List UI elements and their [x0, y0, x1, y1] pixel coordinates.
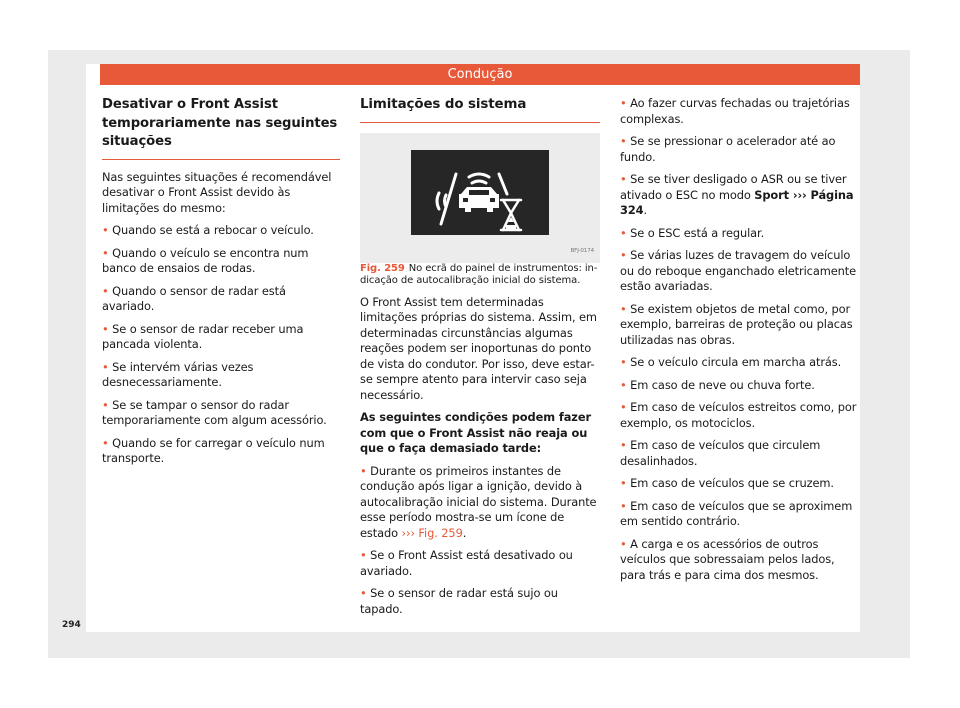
list-item: • Se várias luzes de travagem do veículo ou do reboque enganchado eletricamente estão avariadas.: [620, 248, 857, 293]
bullet-icon: •: [620, 377, 627, 392]
page-number: 294: [62, 620, 81, 630]
list-item: • Se se pressionar o acelerador até ao fundo.: [620, 134, 836, 164]
list-item: • Quando se for carregar o veículo num transporte.: [102, 435, 325, 465]
bullet-icon: •: [620, 248, 627, 262]
list-item: • Em caso de veículos estreitos como, por exemplo, os motociclos.: [620, 400, 857, 430]
limitations-paragraph: O Front Assist tem determinadas limitações próprias do sistema. Assim, em determinadas circunstâncias algumas reações podem ser inoportunas do ponto de vista do condutor. Por isso, deve estar-se sempre atento para intervir caso seja necessário.: [360, 294, 597, 402]
bullet-icon: •: [620, 355, 627, 369]
bullet-icon: •: [102, 245, 109, 260]
chapter-header: Condução: [100, 64, 860, 85]
figure-reference-link[interactable]: ››› Fig. 259: [401, 525, 463, 540]
bullet-icon: •: [620, 476, 627, 490]
column-1: [102, 96, 340, 474]
bullet-icon: •: [620, 438, 627, 452]
list-item: • Em caso de veículos que se aproximem em sentido contrário.: [620, 498, 853, 528]
bullet-icon: •: [620, 536, 627, 551]
list-item: • Se existem objetos de metal como, por exemplo, barreiras de proteção ou placas utilizadas nas obras.: [620, 301, 853, 347]
list-item: • Durante os primeiros instantes de condução após ligar a ignição, devido à autocalibração inicial do sistema. Durante esse período mostra-se um ícone de estado ››› Fig. 259.: [360, 463, 597, 540]
conditions-subhead: As seguintes condições podem fazer com que o Front Assist não reaja ou que o faça demasiado tarde:: [360, 410, 591, 455]
list-item: • Quando se está a rebocar o veículo.: [102, 223, 314, 237]
list-item: • Quando o sensor de radar está avariado.: [102, 283, 286, 313]
bullet-icon: •: [620, 96, 627, 110]
list-item: • A carga e os acessórios de outros veículos que sobressaiam pelos lados, para trás e para cima dos mesmos.: [620, 536, 835, 582]
list-item: • Se o veículo circula em marcha atrás.: [620, 355, 842, 369]
bullet-icon: •: [620, 134, 627, 148]
figure-label: Fig. 259: [360, 262, 405, 274]
list-item: • Se o Front Assist está desativado ou avariado.: [360, 548, 573, 578]
column-3: [620, 96, 860, 590]
front-assist-calibration-icon: [411, 150, 549, 235]
list-item: • Se o sensor de radar receber uma pancada violenta.: [102, 321, 304, 351]
instrument-panel-display: [411, 150, 549, 235]
bullet-icon: •: [620, 301, 627, 316]
bullet-icon: •: [360, 463, 367, 478]
list-item: • Se intervém várias vezes desnecessariamente.: [102, 359, 254, 389]
bullet-icon: •: [360, 586, 367, 600]
figure-259: [360, 133, 600, 263]
bullet-icon: •: [102, 359, 109, 374]
page-reference-link[interactable]: Sport ››› Página 324: [620, 187, 854, 217]
section-title-limitations: Limitações do sistema: [360, 96, 600, 123]
list-item: • Se se tampar o sensor do radar temporariamente com algum acessório.: [102, 397, 327, 427]
list-item: • Se se tiver desligado o ASR ou se tiver ativado o ESC no modo Sport ››› Página 324.: [620, 172, 854, 217]
bullet-icon: •: [360, 548, 367, 562]
bullet-icon: •: [620, 225, 627, 240]
bullet-icon: •: [620, 498, 627, 513]
figure-code: BFJ-0174: [570, 248, 594, 254]
bullet-icon: •: [102, 321, 109, 336]
list-item: • Se o sensor de radar está sujo ou tapado.: [360, 586, 558, 616]
list-item: • Em caso de veículos que se cruzem.: [620, 476, 834, 490]
intro-paragraph: Nas seguintes situações é recomendável desativar o Front Assist devido às limitações do mesmo:: [102, 169, 332, 215]
list-item: • Se o ESC está a regular.: [620, 225, 765, 240]
column-2: [360, 96, 600, 624]
list-item: • Em caso de neve ou chuva forte.: [620, 377, 815, 392]
list-item: • Quando o veículo se encontra num banco de ensaios de rodas.: [102, 245, 309, 275]
bullet-icon: •: [102, 397, 109, 412]
bullet-icon: •: [620, 400, 627, 414]
list-item: • Ao fazer curvas fechadas ou trajetórias complexas.: [620, 96, 850, 126]
list-item: • Em caso de veículos que circulem desalinhados.: [620, 438, 821, 468]
bullet-icon: •: [102, 223, 109, 237]
section-title-deactivate: Desativar o Front Assist temporariamente nas seguintes situações: [102, 96, 340, 160]
bullet-icon: •: [102, 283, 109, 298]
figure-caption: Fig. 259 No ecrã do painel de instrumentos: indicação de autocalibração inicial do sistema.: [360, 262, 598, 286]
bullet-icon: •: [620, 172, 627, 186]
bullet-icon: •: [102, 435, 109, 450]
